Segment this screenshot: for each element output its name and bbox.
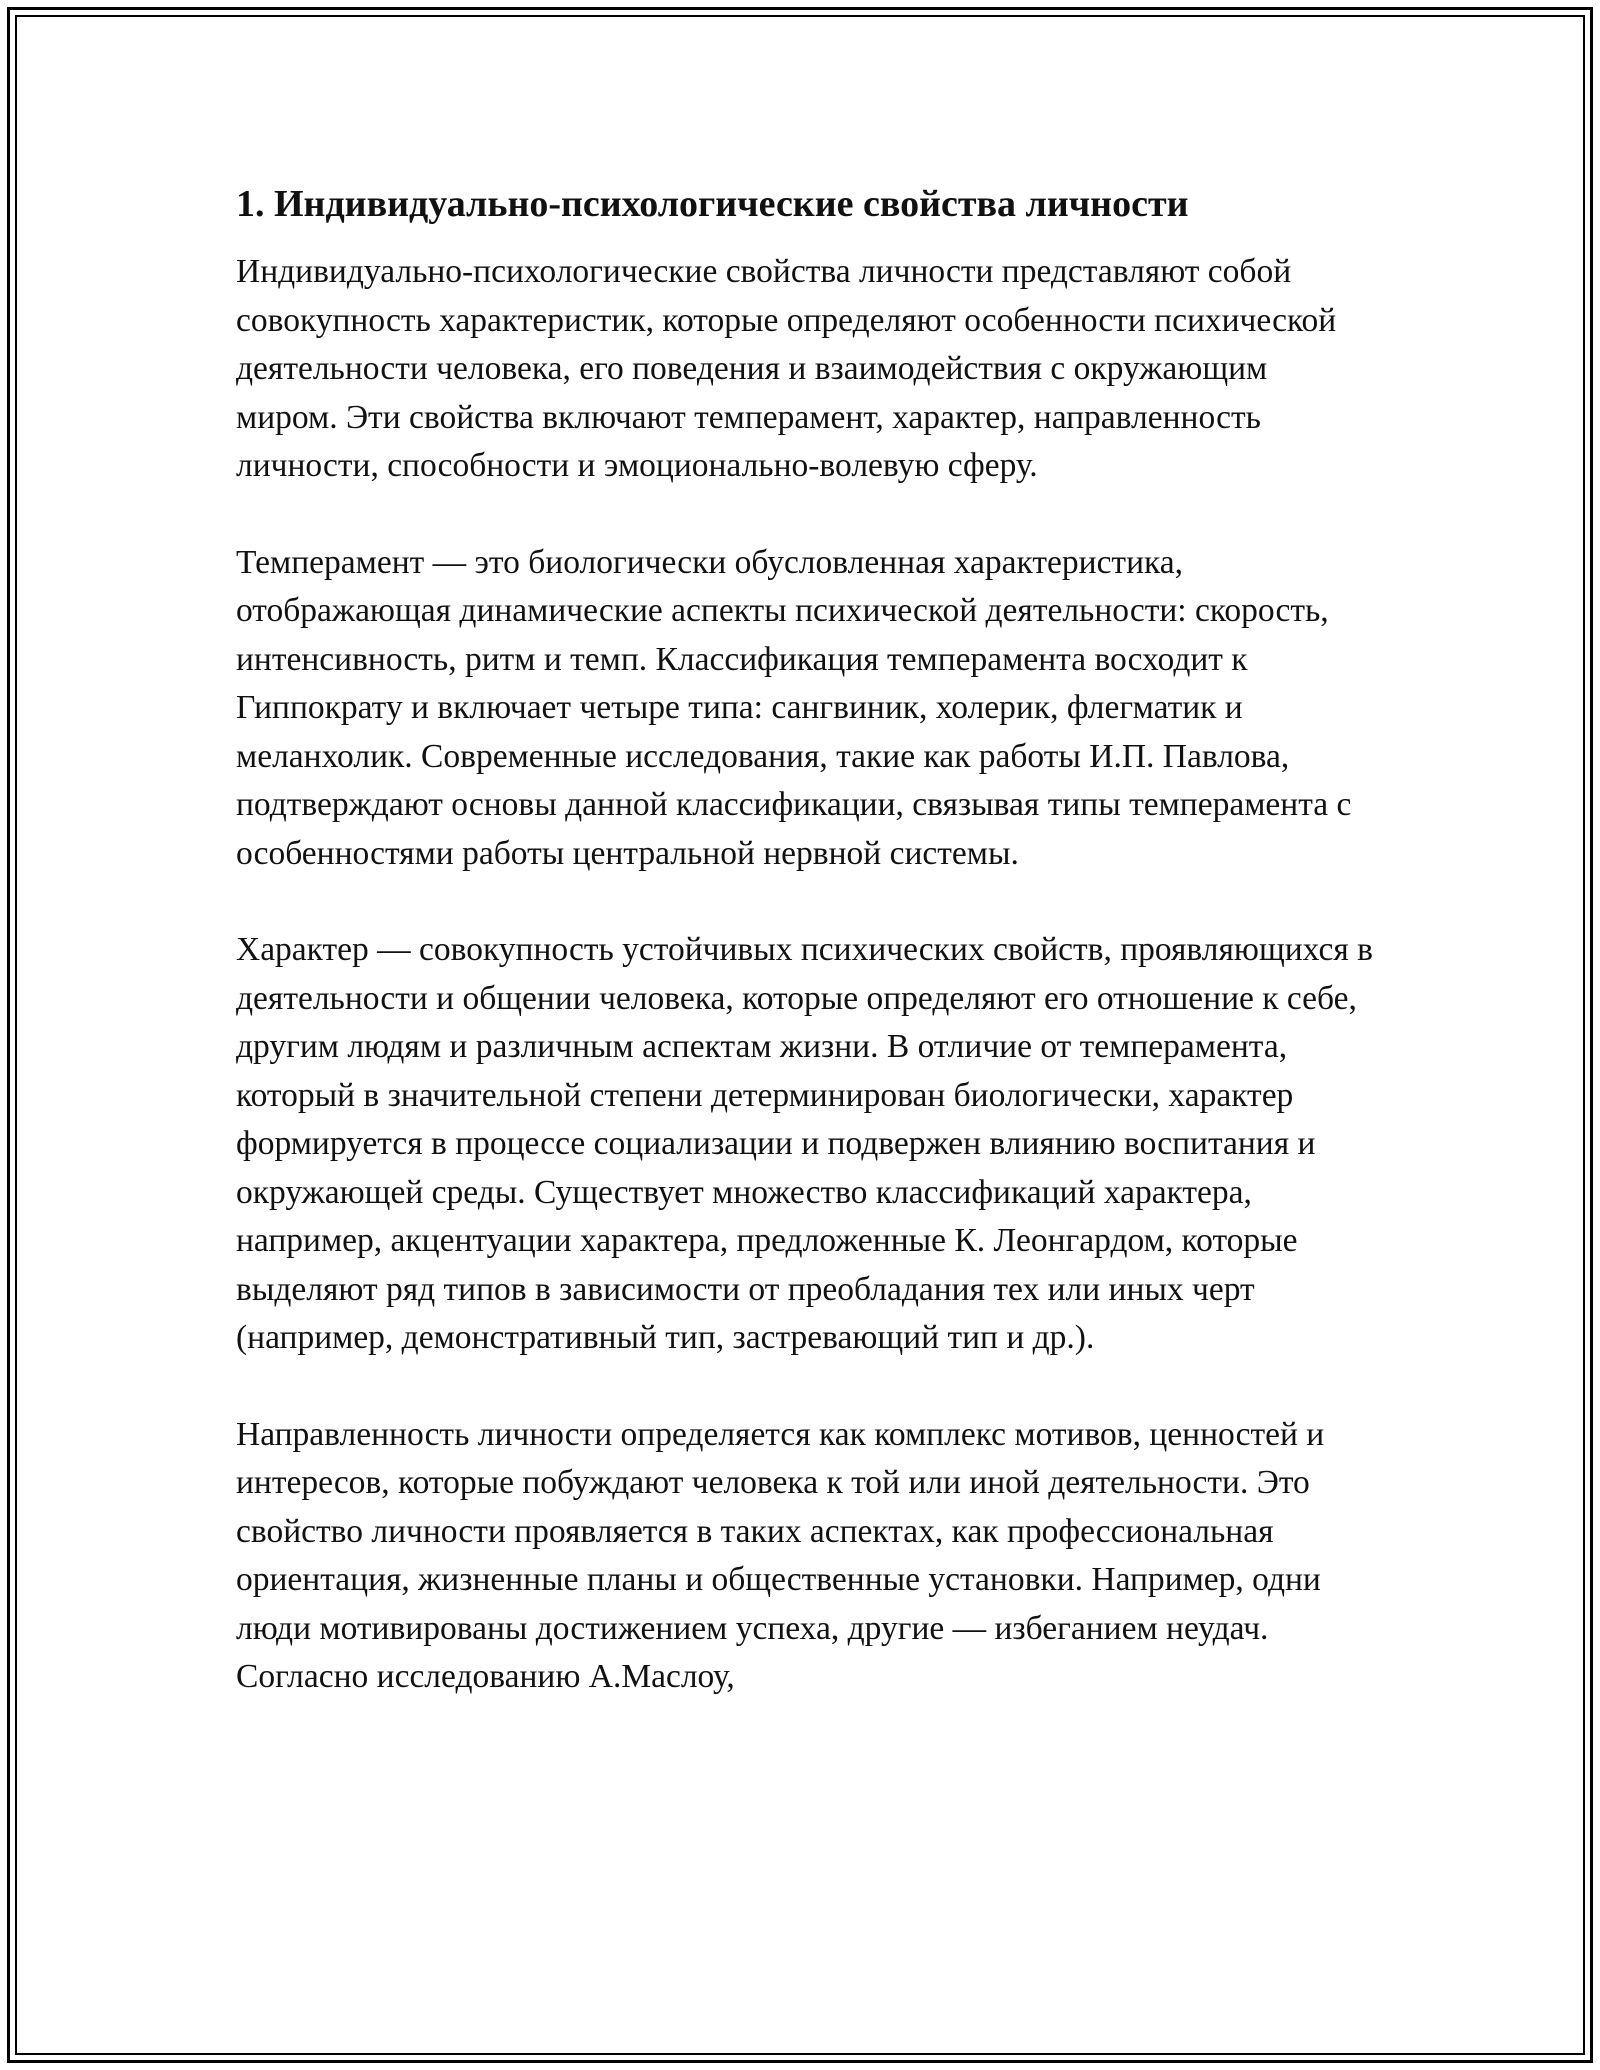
paragraph-orientation: Направленность личности определяется как комплекс мотивов, ценностей и интересов, которые побуждают человека к той или иной деятельности. Это свойство личности проявляется в таких аспектах, как профессиональная ориентация, жизненные планы и общественные установки. Например, одни люди мотивированы достижением успеха, другие — избеганием неудач. Согласно исследованию А.Маслоу, (236, 1415, 1325, 1695)
paragraph-character: Характер — совокупность устойчивых психических свойств, проявляющихся в деятельности и общении человека, которые определяют его отношение к себе, другим людям и различным аспектам жизни. В отличие от темперамента, который в значительной степени детерминирован биологически, характер формируется в процессе социализации и подвержен влиянию воспитания и окружающей среды. Существует множество классификаций характера, например, акцентуации характера, предложенные К. Леонгардом, которые выделяют ряд типов в зависимости от преобладания тех или иных черт (например, демонстративный тип, застревающий тип и др.). (236, 931, 1373, 1356)
paragraph-temperament: Темперамент — это биологически обусловленная характеристика, отображающая динамические аспекты психической деятельности: скорость, интенсивность, ритм и темп. Классификация темперамента восходит к Гиппократу и включает четыре типа: сангвиник, холерик, флегматик и меланхолик. Современные исследования, такие как работы И.П. Павлова, подтверждают основы данной классификации, связывая типы темперамента с особенностями работы центральной нервной системы. (236, 543, 1352, 872)
document-body (236, 180, 1376, 1750)
section-heading: 1. Индивидуально-психологические свойства личности (236, 183, 1189, 225)
paragraph-intro: Индивидуально-психологические свойства личности представляют собой совокупность характеристик, которые определяют особенности психической деятельности человека, его поведения и взаимодействия с окружающим миром. Эти свойства включают темперамент, характер, направленность личности, способности и эмоционально-волевую сферу. (236, 253, 1337, 484)
